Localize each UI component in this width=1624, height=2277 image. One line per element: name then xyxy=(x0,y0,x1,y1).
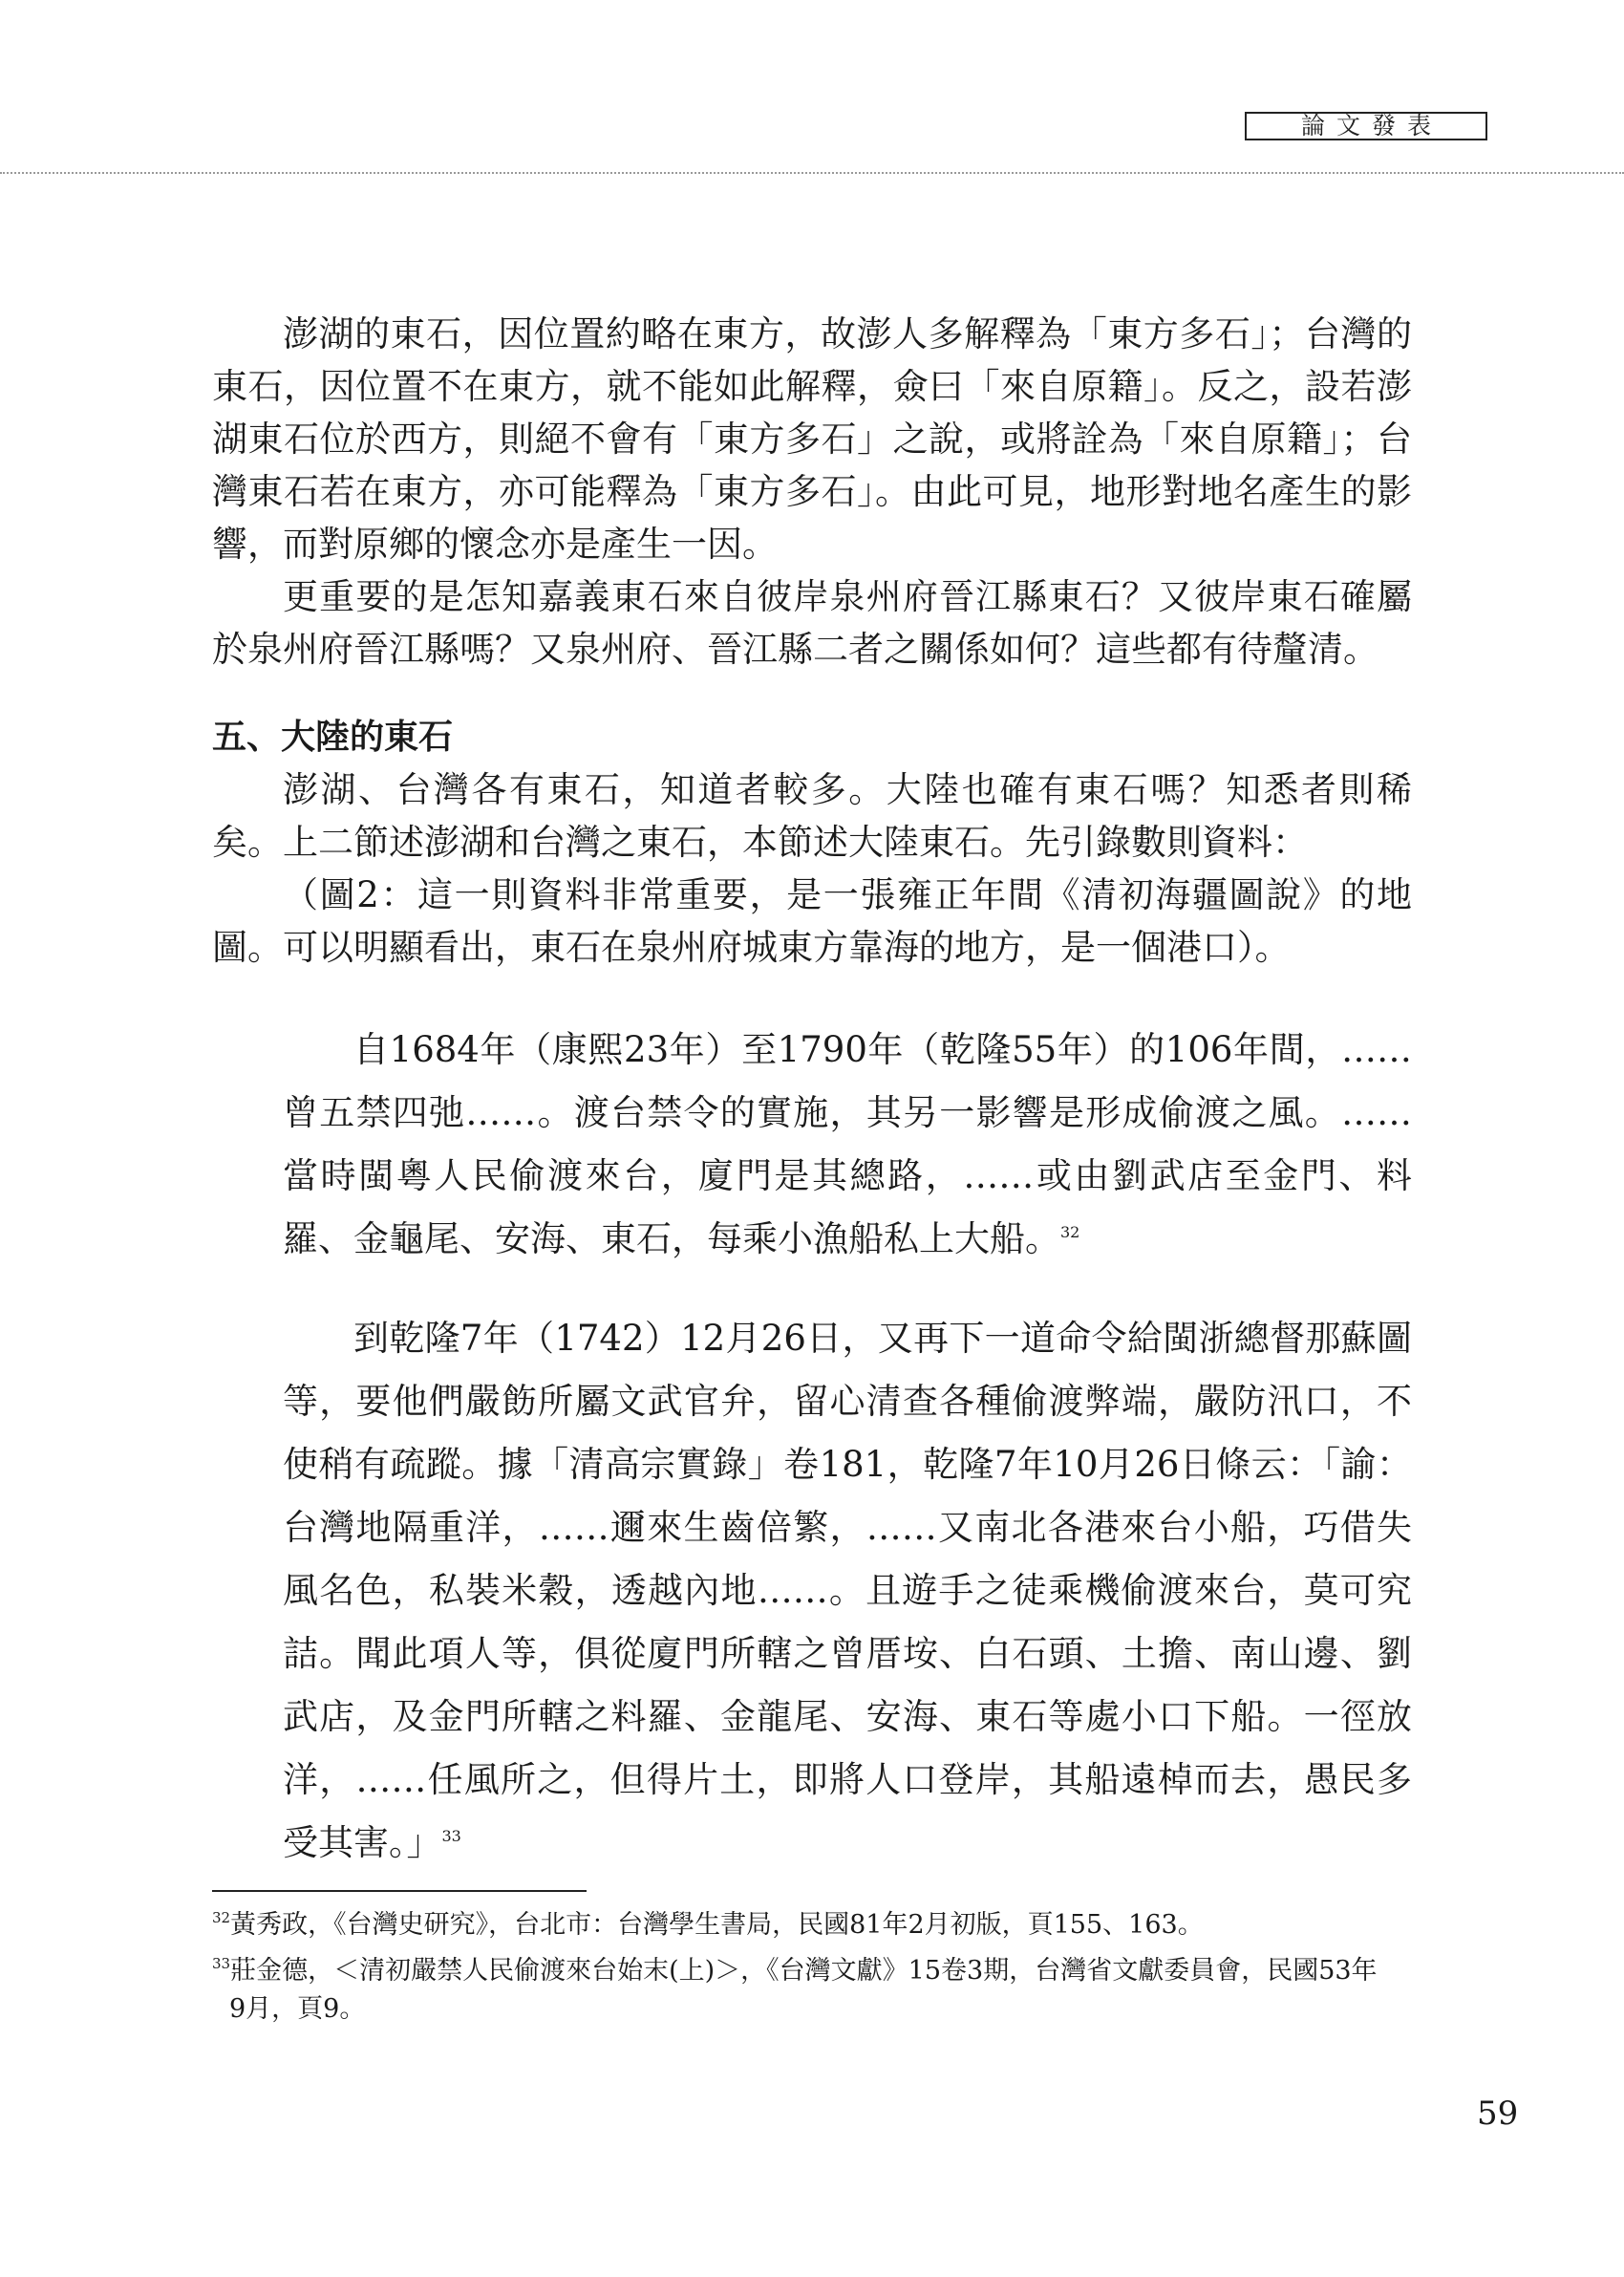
block-quote-smuggling xyxy=(283,1019,1412,1271)
footnote-32 xyxy=(212,1906,1412,1944)
footnote-number: 33 xyxy=(212,1955,231,1972)
header-divider xyxy=(0,172,1624,174)
paragraph-penghu-dongshi: 澎湖的東石，因位置約略在東方，故澎人多解釋為「東方多石」；台灣的東石，因位置不在東方，就不能如此解釋，僉曰「來自原籍」。反之，設若澎湖東石位於西方，則絕不會有「東方多石」之說，或將詮為「來自原籍」；台灣東石若在東方，亦可能釋為「東方多石」。由此可見，地形對地名產生的影響，而對原鄉的懷念亦是產生一因。 xyxy=(212,313,1412,565)
footnote-divider xyxy=(212,1890,587,1892)
paragraph-origin-question: 更重要的是怎知嘉義東石來自彼岸泉州府晉江縣東石？又彼岸東石確屬於泉州府晉江縣嗎？又泉州府、晉江縣二者之關係如何？這些都有待釐清。 xyxy=(212,576,1412,670)
block-quote-text: 到乾隆7年（1742）12月26日，又再下一道命令給閩浙總督那蘇圖等，要他們嚴飭所屬文武官弁，留心清查各種偷渡弊端，嚴防汛口，不使稍有疏蹤。據「清高宗實錄」卷181，乾隆7年10月26日條云：「諭：台灣地隔重洋，……邇來生齒倍繁，……又南北各港來台小船，巧借失風名色，私裝米穀，透越內地……。且遊手之徒乘機偷渡來台，莫可究詰。聞此項人等，俱從廈門所轄之曾厝垵、白石頭、土擔、南山邊、劉武店，及金門所轄之料羅、金龍尾、安海、東石等處小口下船。一徑放洋，……任風所之，但得片土，即將人口登岸，其船遠棹而去，愚民多受其害。」$^{33}$ xyxy=(283,1318,1412,1863)
block-quote-text: 自1684年（康熙23年）至1790年（乾隆55年）的106年間，……曾五禁四弛……。渡台禁令的實施，其另一影響是形成偷渡之風。……當時閩粵人民偷渡來台，廈門是其總路，……或由劉武店至金門、料羅、金龜尾、安海、東石，每乘小漁船私上大船。$^{32}$ xyxy=(283,1029,1412,1259)
block-quote-qianlong-edict xyxy=(283,1307,1412,1875)
main-content xyxy=(212,308,1412,1875)
page-number: 59 xyxy=(1477,2094,1519,2133)
footnote-ref-32: 32 xyxy=(1060,1223,1080,1241)
paragraph-figure-2-note: （圖2：這一則資料非常重要，是一張雍正年間《清初海疆圖說》的地圖。可以明顯看出，東石在泉州府城東方靠海的地方，是一個港口）。 xyxy=(212,874,1412,968)
footnote-33 xyxy=(212,1952,1412,2029)
footnote-text: 黃秀政，《台灣史研究》，台北市：台灣學生書局，民國81年2月初版，頁155、163。 xyxy=(230,1910,1204,1940)
section-header-label: 論文發表 xyxy=(1245,112,1487,140)
footnotes xyxy=(212,1906,1412,2036)
footnote-number: 32 xyxy=(212,1909,231,1926)
paragraph-mainland-intro: 澎湖、台灣各有東石，知道者較多。大陸也確有東石嗎？知悉者則稀矣。上二節述澎湖和台灣之東石，本節述大陸東石。先引錄數則資料： xyxy=(212,769,1412,863)
section-heading: 五、大陸的東石 xyxy=(212,718,454,757)
footnote-ref-33: 33 xyxy=(441,1827,461,1845)
footnote-continuation: 9月，頁9。 xyxy=(229,1994,366,2024)
footnote-text: 莊金德，＜清初嚴禁人民偷渡來台始末(上)＞，《台灣文獻》15卷3期，台灣省文獻委員會，民國53年 xyxy=(230,1956,1378,1986)
